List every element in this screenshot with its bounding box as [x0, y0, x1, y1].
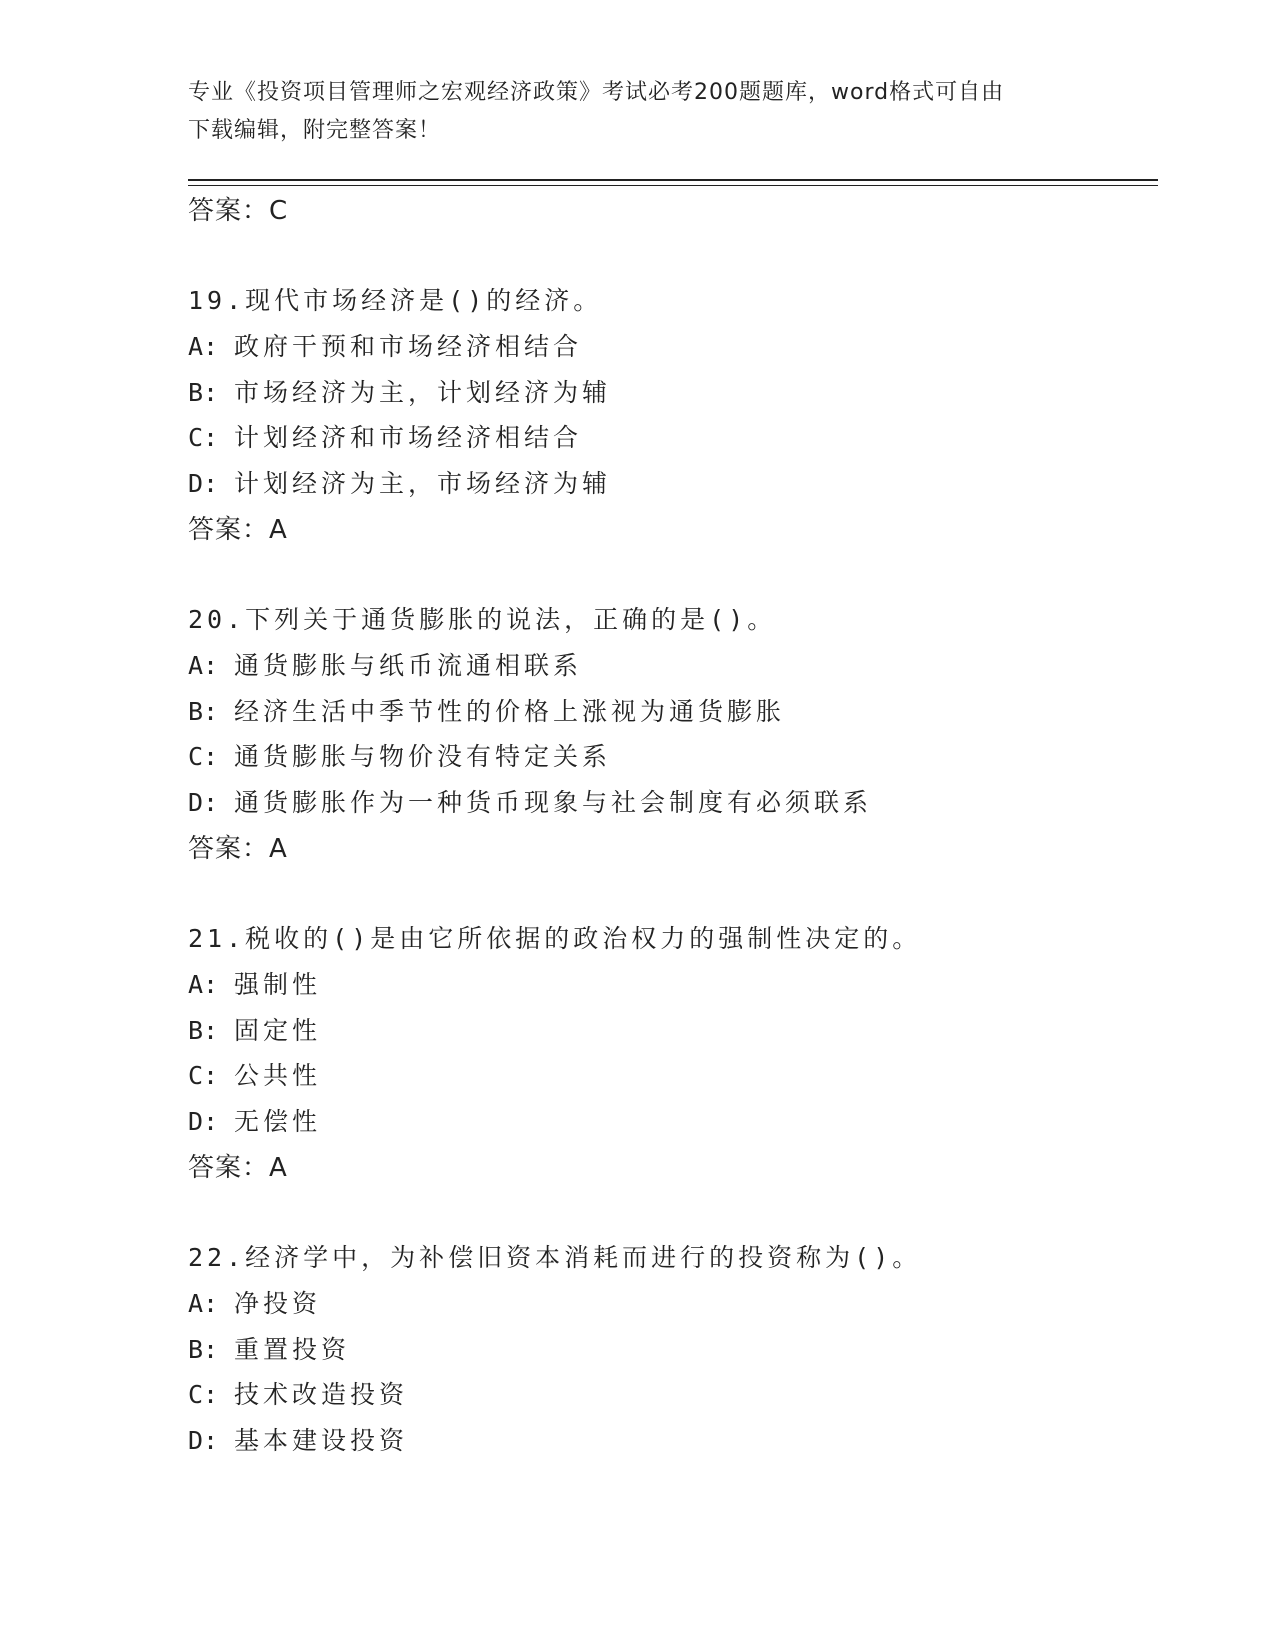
option-letter: B:	[188, 696, 219, 726]
option-d	[188, 1099, 1158, 1145]
answer: 答案：A	[188, 514, 288, 545]
option-c	[188, 415, 1158, 461]
question-22	[188, 1235, 1158, 1464]
option-text: 通货膨胀作为一种货币现象与社会制度有必须联系	[234, 788, 873, 818]
question-20	[188, 597, 1158, 872]
option-letter: D:	[188, 1107, 219, 1137]
question-21	[188, 916, 1158, 1191]
option-b	[188, 689, 1158, 735]
option-c	[188, 734, 1158, 780]
option-text: 基本建设投资	[234, 1426, 409, 1456]
option-text: 通货膨胀与纸币流通相联系	[234, 650, 583, 680]
option-d	[188, 1418, 1158, 1464]
header-divider-thin	[188, 185, 1158, 186]
answer: 答案：A	[188, 833, 288, 864]
option-letter: C:	[188, 423, 219, 453]
option-text: 无偿性	[234, 1107, 322, 1137]
option-text: 计划经济为主，市场经济为辅	[234, 469, 612, 499]
option-letter: C:	[188, 1061, 219, 1091]
question-list	[188, 188, 1158, 1464]
option-b	[188, 1327, 1158, 1373]
option-letter: D:	[188, 1426, 219, 1456]
option-letter: B:	[188, 1334, 219, 1364]
option-c	[188, 1053, 1158, 1099]
question-stem: 21.税收的()是由它所依据的政治权力的强制性决定的。	[188, 923, 922, 953]
option-text: 计划经济和市场经济相结合	[234, 423, 583, 453]
option-b	[188, 370, 1158, 416]
header-divider-thick	[188, 179, 1158, 181]
option-b	[188, 1008, 1158, 1054]
question-stem: 20.下列关于通货膨胀的说法，正确的是()。	[188, 604, 777, 634]
question-stem: 19.现代市场经济是()的经济。	[188, 286, 603, 315]
option-letter: C:	[188, 742, 219, 772]
option-letter: A:	[188, 969, 219, 999]
option-text: 市场经济为主，计划经济为辅	[234, 377, 612, 407]
intro-line-1: 专业《投资项目管理师之宏观经济政策》考试必考200题题库，word格式可自由	[188, 80, 1005, 105]
option-text: 固定性	[234, 1015, 322, 1045]
option-text: 重置投资	[234, 1334, 351, 1364]
option-letter: D:	[188, 788, 219, 818]
previous-answer: 答案：C	[188, 196, 289, 226]
option-a	[188, 1281, 1158, 1327]
option-text: 公共性	[234, 1061, 322, 1091]
option-d	[188, 461, 1158, 507]
option-letter: A:	[188, 1288, 219, 1318]
option-letter: A:	[188, 331, 219, 361]
question-19	[188, 278, 1158, 553]
option-letter: B:	[188, 1015, 219, 1045]
option-d	[188, 780, 1158, 826]
option-text: 净投资	[234, 1288, 322, 1318]
option-letter: C:	[188, 1380, 219, 1410]
option-text: 经济生活中季节性的价格上涨视为通货膨胀	[234, 696, 786, 726]
option-letter: D:	[188, 469, 219, 499]
option-a	[188, 643, 1158, 689]
option-letter: A:	[188, 650, 219, 680]
option-text: 通货膨胀与物价没有特定关系	[234, 742, 612, 772]
option-text: 政府干预和市场经济相结合	[234, 331, 583, 361]
intro-line-2: 下载编辑，附完整答案！	[188, 118, 442, 143]
option-a	[188, 962, 1158, 1008]
option-c	[188, 1372, 1158, 1418]
option-text: 技术改造投资	[234, 1380, 409, 1410]
question-stem: 22.经济学中，为补偿旧资本消耗而进行的投资称为()。	[188, 1242, 922, 1272]
option-a	[188, 324, 1158, 370]
answer: 答案：A	[188, 1152, 288, 1183]
document-intro	[188, 74, 1088, 150]
option-text: 强制性	[234, 969, 322, 999]
option-letter: B:	[188, 377, 219, 407]
